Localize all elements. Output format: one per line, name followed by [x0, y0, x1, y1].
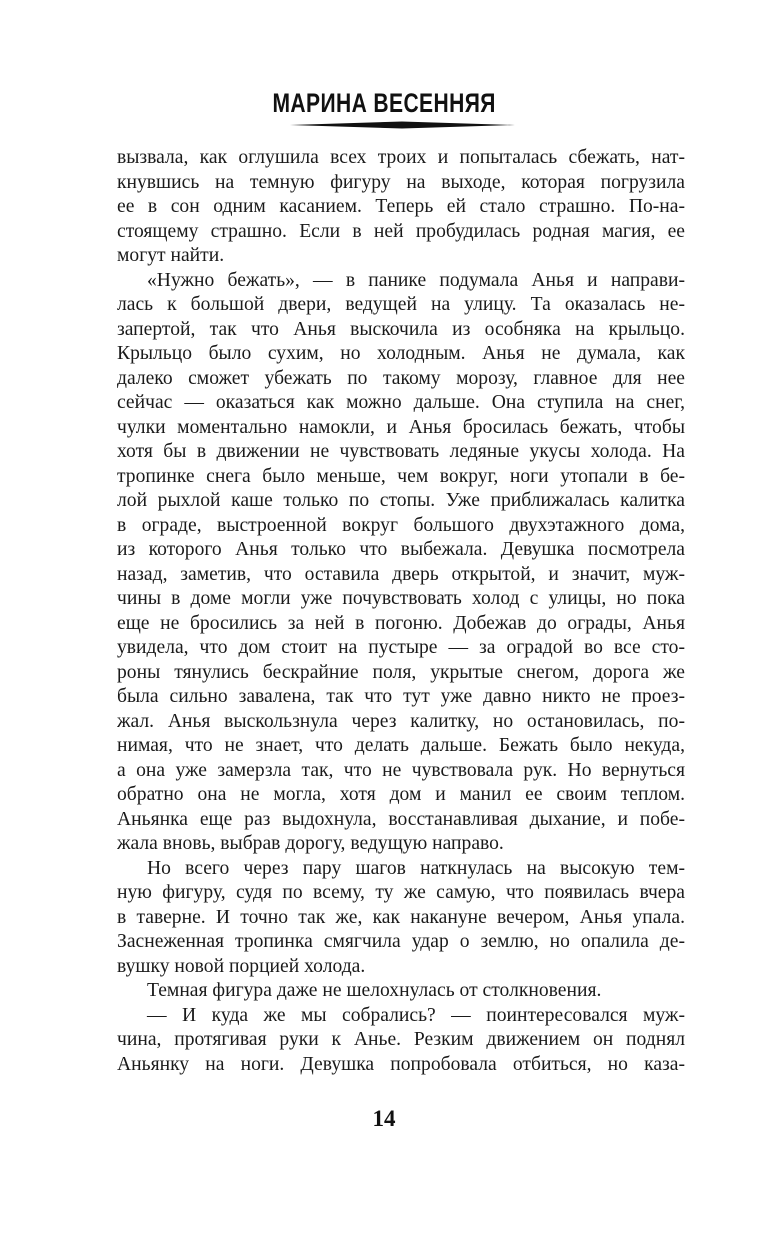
paragraph — [117, 269, 685, 857]
text-line: ную фигуру, судя по всему, ту же самую, что появилась вчера — [117, 882, 685, 903]
text-line: чулки моментально намокли, и Анья бросилась бежать, чтобы — [117, 416, 685, 438]
text-line: «Нужно бежать», — в панике подумала Анья и направи- — [147, 269, 685, 291]
text-line: запертой, так что Анья выскочила из особняка на крыльцо. — [117, 318, 685, 340]
paragraph — [117, 979, 685, 1004]
text-line: лась к большой двери, ведущей на улицу. Та оказалась не- — [117, 294, 685, 315]
text-line: обратно она не могла, хотя дом и манил ее своим теплом. — [117, 784, 685, 805]
text-line: — И куда же мы собрались? — поинтересовался муж- — [147, 1004, 685, 1026]
page-number: 14 — [372, 1106, 396, 1131]
text-line: чины в доме могли уже почувствовать холод с улицы, но пока — [117, 588, 685, 609]
text-line: хотя бы в движении не чувствовать ледяные укусы холода. На — [117, 441, 685, 462]
text-line: вызвала, как оглушила всех троих и попыталась сбежать, нат- — [117, 147, 685, 168]
text-line: жал. Анья выскользнула через калитку, но остановилась, по- — [117, 710, 685, 732]
text-line: еще не бросились за ней в погоню. Добежав до ограды, Анья — [117, 612, 685, 634]
text-line: кнувшись на темную фигуру на выходе, которая погрузила — [117, 171, 685, 193]
text-line: чина, протягивая руки к Анье. Резким движением он поднял — [117, 1029, 685, 1050]
text-line: нимая, что не знает, что делать дальше. Бежать было некуда, — [117, 735, 685, 756]
paragraph — [117, 1004, 685, 1078]
text-line: назад, заметив, что оставила дверь открытой, и значит, муж- — [117, 563, 685, 585]
text-line: вушку новой порцией холода. — [117, 955, 366, 977]
text-line: Но всего через пару шагов наткнулась на высокую тем- — [147, 857, 685, 879]
text-line: ее в сон одним касанием. Теперь ей стало страшно. По-на- — [117, 196, 685, 217]
paragraph — [117, 146, 685, 269]
page-body-text — [117, 146, 685, 1077]
text-line: тропинке снега было меньше, чем вокруг, ноги утопали в бе- — [117, 465, 685, 487]
text-line: сейчас — оказаться как можно дальше. Она ступила на снег, — [117, 392, 685, 413]
text-line: роны тянулись бескрайние поля, укрытые снегом, дорога же — [117, 661, 685, 683]
text-line: лой рыхлой каше только по стопы. Уже приближалась калитка — [117, 490, 685, 511]
text-line: жала вновь, выбрав дорогу, ведущую направо. — [117, 833, 504, 854]
text-line: увидела, что дом стоит на пустыре — за оградой во все сто- — [117, 637, 685, 658]
running-header — [0, 88, 768, 118]
text-line: в ограде, выстроенной вокруг большого двухэтажного дома, — [117, 514, 685, 536]
text-line: Заснеженная тропинка смягчила удар о землю, но опалила де- — [117, 931, 685, 952]
text-line: далеко сможет убежать по такому морозу, главное для нее — [117, 367, 685, 389]
text-line: в таверне. И точно так же, как накануне вечером, Анья упала. — [117, 906, 685, 928]
text-line: Крыльцо было сухим, но холодным. Анья не думала, как — [117, 343, 685, 364]
text-line: а она уже замерзла так, что не чувствовала рук. Но вернуться — [117, 759, 685, 781]
text-line: Аньянка еще раз выдохнула, восстанавливая дыхание, и побе- — [117, 808, 685, 830]
header-swash-ornament — [290, 120, 515, 130]
text-line: могут найти. — [117, 245, 225, 266]
author-name: МАРИНА ВЕСЕННЯЯ — [272, 88, 496, 118]
text-line: стоящему страшно. Если в ней пробудилась родная магия, ее — [117, 220, 685, 242]
text-line: Аньянку на ноги. Девушка попробовала отбиться, но каза- — [117, 1053, 685, 1075]
text-line: Темная фигура даже не шелохнулась от столкновения. — [147, 980, 602, 1001]
text-line: из которого Анья только что выбежала. Девушка посмотрела — [117, 539, 685, 560]
paragraph — [117, 857, 685, 980]
text-line: была сильно завалена, так что тут уже давно никто не проез- — [117, 686, 685, 707]
